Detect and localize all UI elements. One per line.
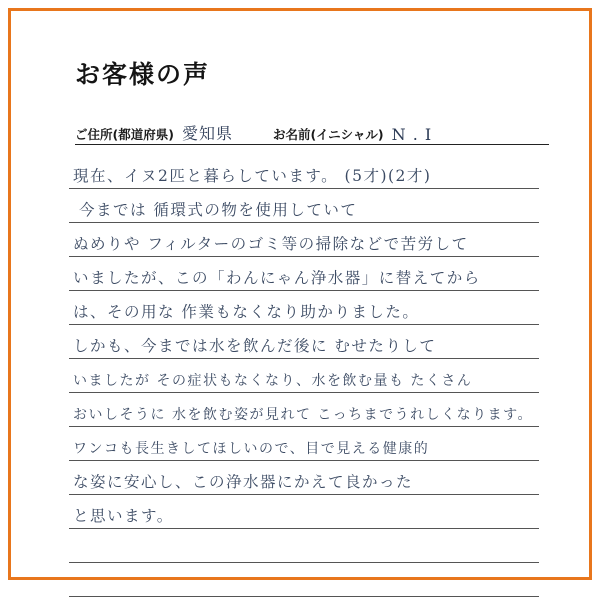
orange-frame-border: [8, 8, 592, 580]
ruled-line: [69, 257, 539, 291]
address-field-label: ご住所(都道府県): [75, 127, 174, 142]
handwritten-body: [69, 155, 539, 597]
page-title: お客様の声: [75, 60, 211, 89]
ruled-line: [69, 495, 539, 529]
handwritten-text: いましたが、この「わんにゃん浄水器」に替えてから: [73, 268, 481, 287]
handwritten-text: は、その用な 作業もなくなり助かりました。: [73, 302, 420, 321]
ruled-line: [69, 291, 539, 325]
name-field-value: N . I: [391, 125, 433, 144]
ruled-line: [69, 223, 539, 257]
handwritten-text: しかも、今までは水を飲んだ後に むせたりして: [73, 336, 437, 355]
ruled-line: [69, 155, 539, 189]
address-field-value: 愛知県: [181, 124, 233, 143]
ruled-line: [69, 325, 539, 359]
handwritten-text: ぬめりや フィルターのゴミ等の掃除などで苦労して: [73, 234, 469, 253]
field-underline: [75, 144, 549, 145]
ruled-line: [69, 359, 539, 393]
handwritten-text: ワンコも長生きしてほしいので、目で見える健康的: [73, 440, 430, 457]
handwritten-text: いましたが その症状もなくなり、水を飲む量も たくさん: [73, 372, 473, 389]
handwritten-text: 今までは 循環式の物を使用していて: [79, 200, 358, 219]
ruled-line: [69, 189, 539, 223]
handwritten-text: と思います。: [73, 506, 174, 525]
name-field-label: お名前(イニシャル): [272, 127, 384, 142]
ruled-line: [69, 461, 539, 495]
testimonial-sheet: [11, 11, 589, 577]
ruled-line: [69, 529, 539, 563]
customer-info-row: [75, 119, 549, 145]
ruled-line: [69, 393, 539, 427]
handwritten-text: 現在、イヌ2匹と暮らしています。 (5才)(2才): [73, 166, 432, 185]
ruled-line: [69, 563, 539, 597]
handwritten-text: な姿に安心し、この浄水器にかえて良かった: [73, 472, 414, 491]
handwritten-text: おいしそうに 水を飲む姿が見れて こっちまでうれしくなります。: [73, 406, 533, 423]
ruled-line: [69, 427, 539, 461]
